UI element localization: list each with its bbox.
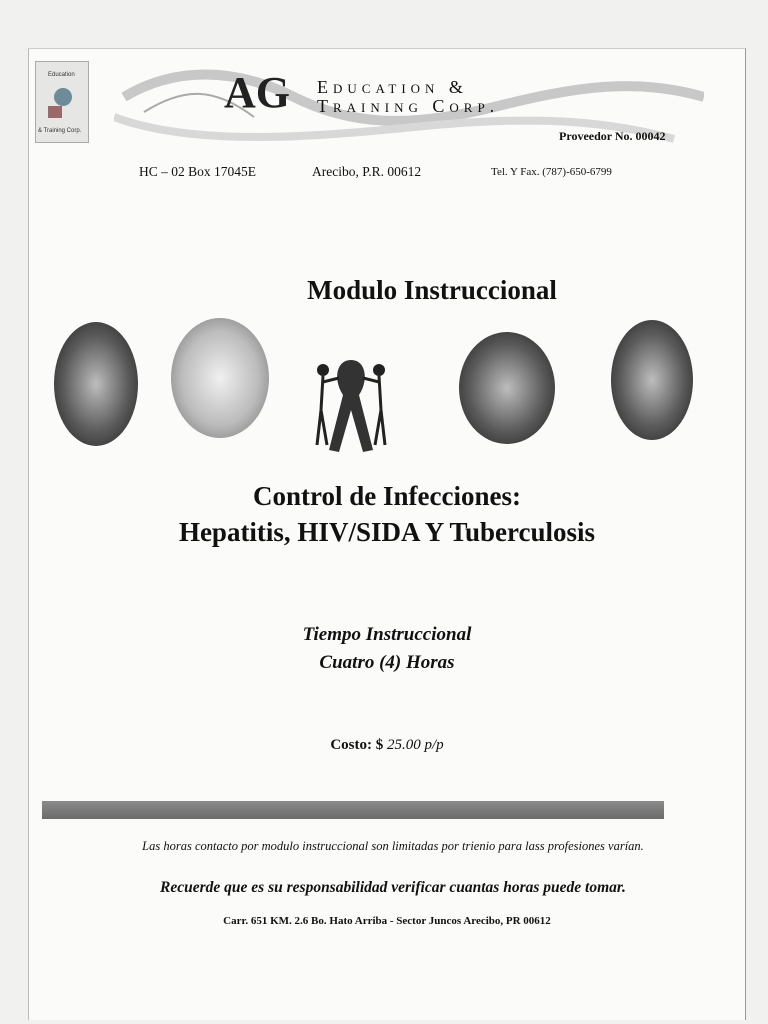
lungs-image [54,322,138,446]
contact-box: HC – 02 Box 17045E [139,164,257,179]
subtitle-line-2: Hepatitis, HIV/SIDA Y Tuberculosis [178,517,596,547]
handwashing-image [171,318,269,438]
small-logo-text-2: & Training Corp. [38,128,82,134]
logo-figure-icon [48,106,62,118]
provider-number: Proveedor No. 00042 [559,129,666,143]
patient-care-image [459,332,555,444]
subtitle-line-1: Control de Infecciones: [253,481,521,511]
cost-amount: 25.00 p/p [387,737,444,753]
responsibility-reminder: Recuerde que es su responsabilidad verificar cuantas horas puede tomar. [160,879,626,896]
cost [29,737,745,754]
awareness-ribbon-icon [311,350,391,460]
svg-text:AG: AG [224,68,290,117]
brand-name-line-1: Education & [317,77,468,97]
document-page [28,48,746,1020]
divider-bar [42,801,664,819]
illustration-row [29,314,747,474]
globe-icon [54,88,72,106]
page-title: Modulo Instruccional [307,275,557,305]
brand-name-line-2: Training Corp. [317,96,500,116]
contact-hours-note: Las horas contacto por modulo instruccional son limitadas por trienio para lass profesiones varían. [142,839,644,853]
contact-city: Arecibo, P.R. 00612 [312,164,422,179]
instruction-time-label: Tiempo Instruccional [302,624,472,645]
contact-phone: Tel. Y Fax. (787)-650-6799 [491,166,612,178]
cost-label: Costo: $ [330,737,384,753]
anatomy-image [611,320,693,440]
footer-address: Carr. 651 KM. 2.6 Bo. Hato Arriba - Sector Juncos Arecibo, PR 00612 [223,915,551,927]
instruction-time-value: Cuatro (4) Horas [319,652,455,673]
small-logo [35,61,89,143]
small-logo-text-1: Education [48,72,75,78]
